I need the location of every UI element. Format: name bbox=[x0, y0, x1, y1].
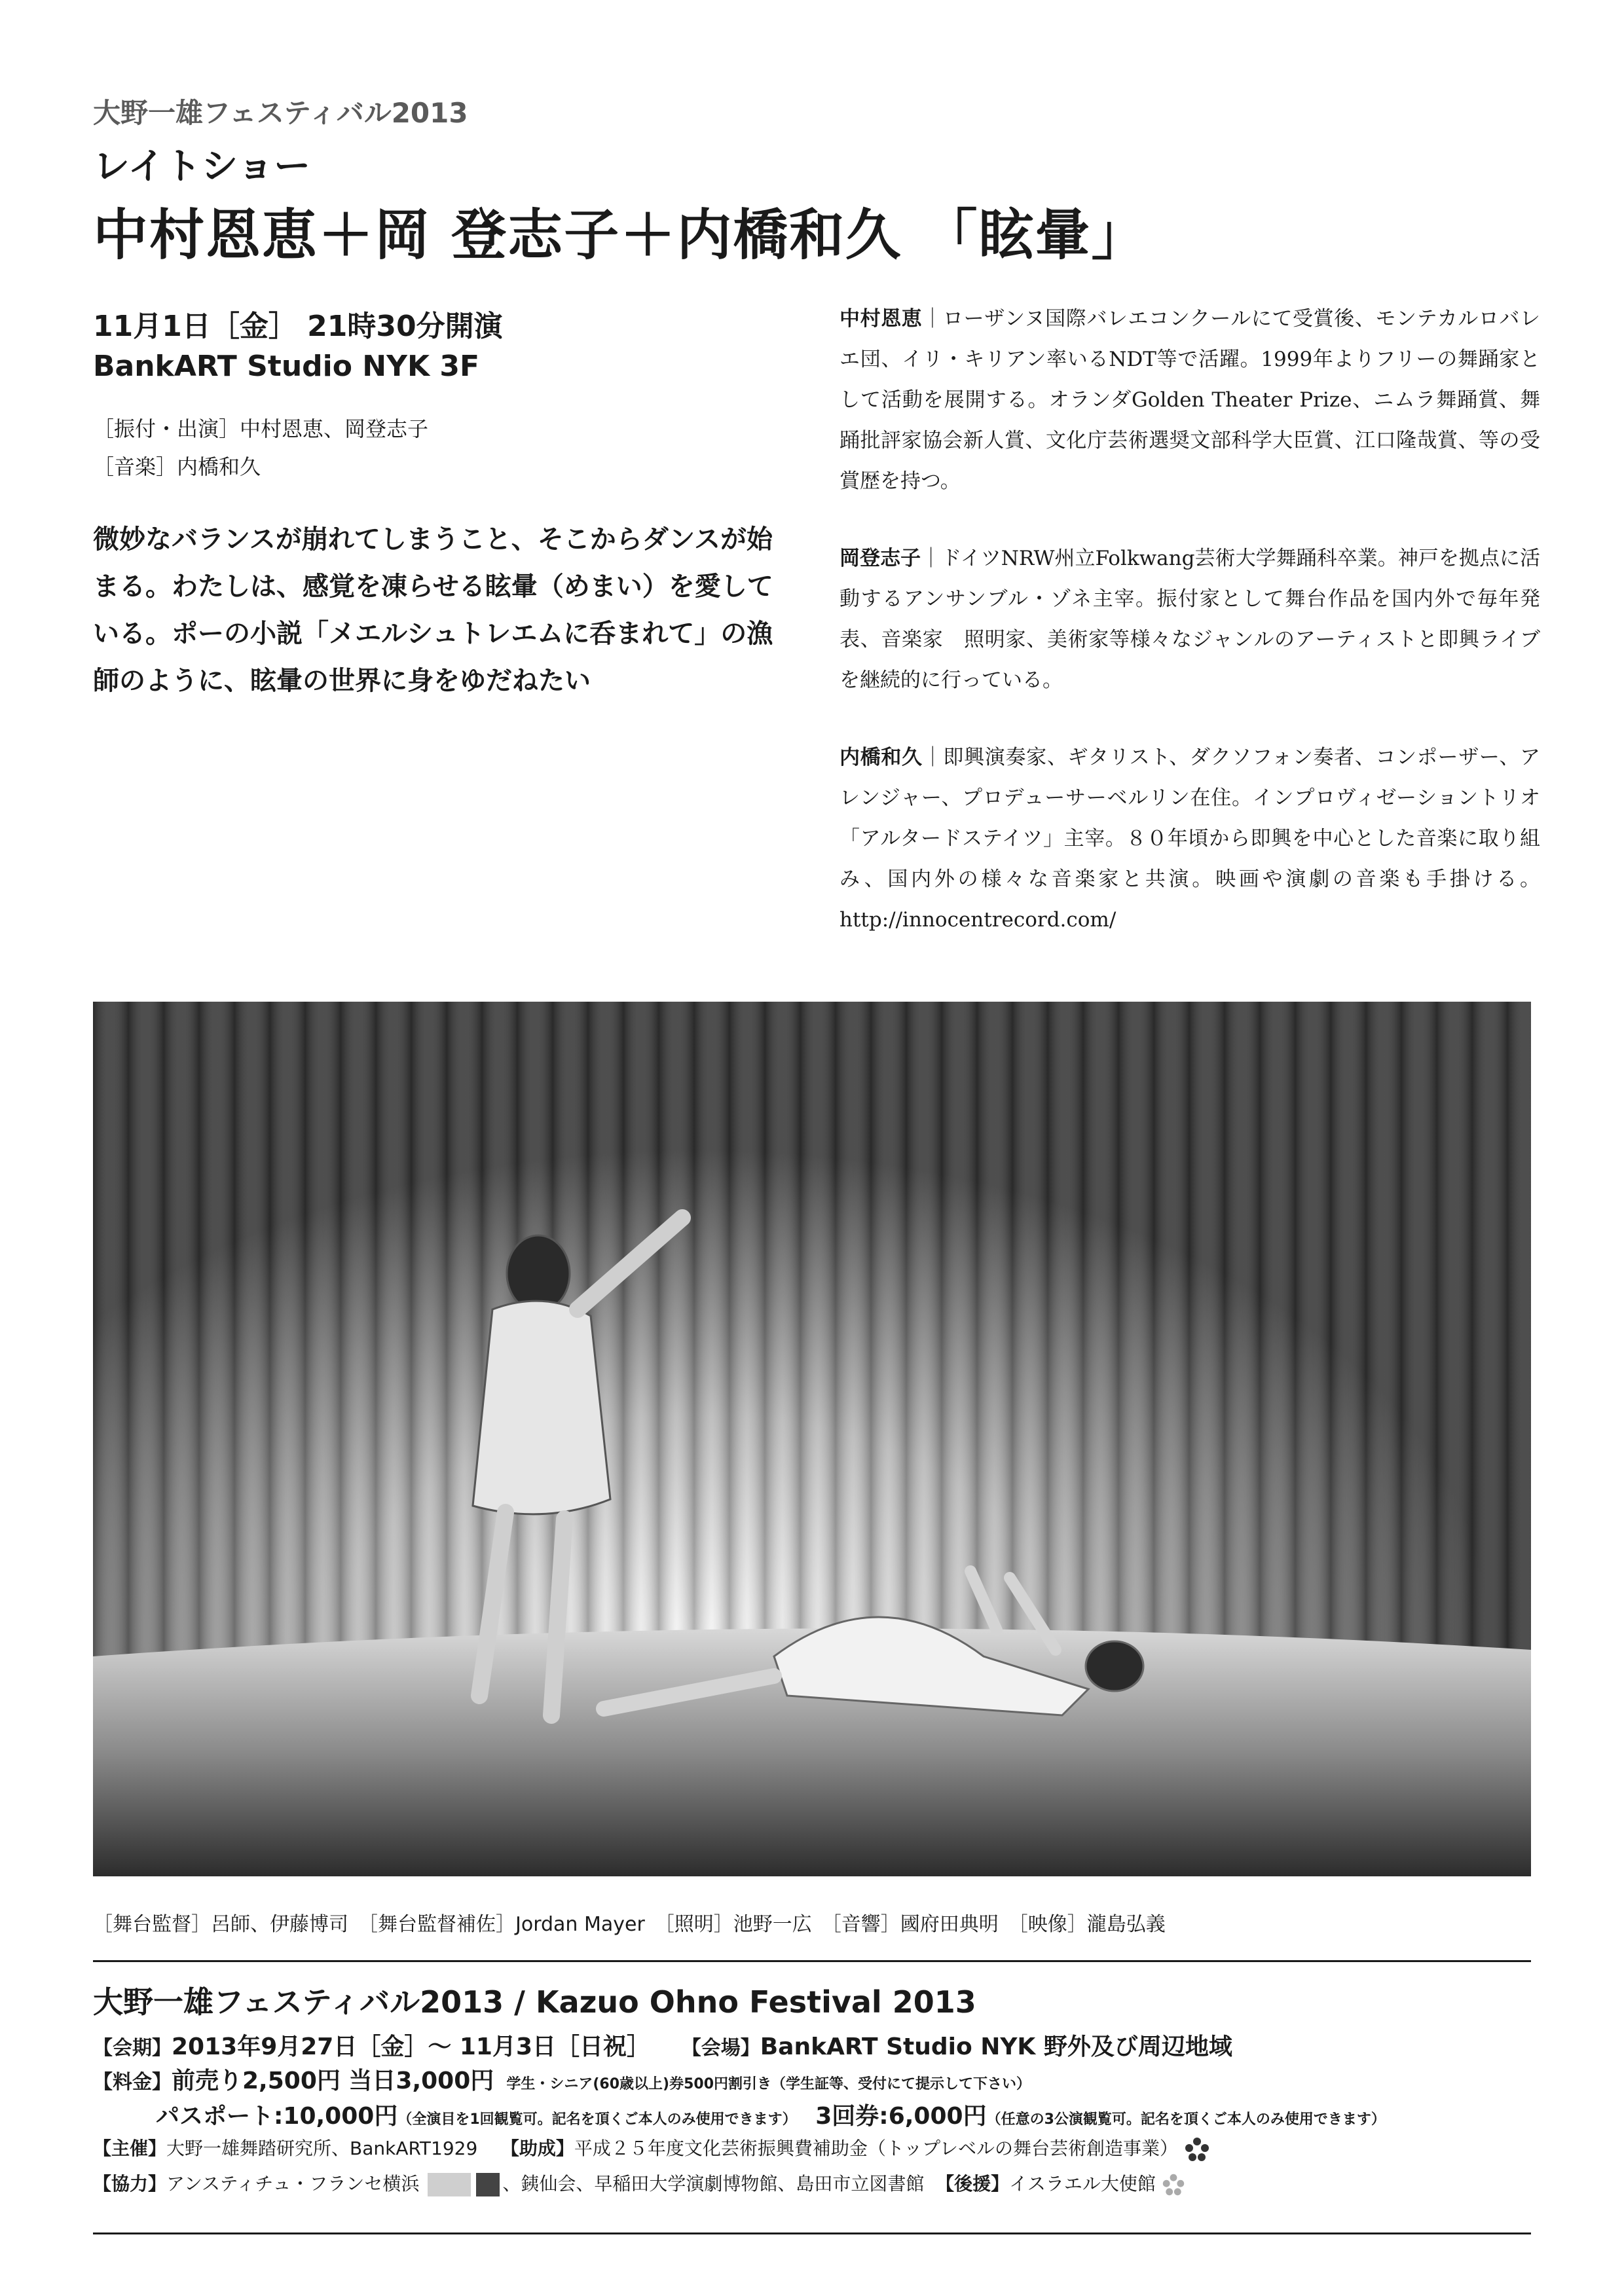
three-ticket-note: （任意の3公演観覧可。記名を頂くご本人のみ使用できます） bbox=[986, 2111, 1386, 2128]
stage-photo-illustration bbox=[93, 1002, 1531, 1876]
bio-separator: ｜ bbox=[922, 307, 943, 331]
performance-title: 中村恩恵＋岡 登志子＋内橋和久 「眩暈」 bbox=[93, 203, 1148, 267]
event-datetime: 11月1日［金］ 21時30分開演 bbox=[93, 310, 503, 343]
cooperation-value-2: 、銕仙会、早稲田大学演劇博物館、島田市立図書館 bbox=[502, 2173, 925, 2195]
festival-info-title: 大野一雄フェスティバル2013 / Kazuo Ohno Festival 2013 bbox=[93, 1984, 976, 2020]
agency-logo-icon bbox=[1184, 2136, 1210, 2162]
bio-separator: ｜ bbox=[922, 746, 944, 769]
cooperation-label: 【協力】 bbox=[93, 2173, 167, 2195]
passport-note: （全演目を1回観覧可。記名を頂くご本人のみ使用できます） bbox=[397, 2111, 797, 2128]
credit-choreography: ［振付・出演］中村恩恵、岡登志子 bbox=[93, 416, 429, 441]
price-label: 【料金】 bbox=[93, 2071, 172, 2094]
bio-text: 即興演奏家、ギタリスト、ダクソフォン奏者、コンポーザー、アレンジャー、プロデューサーベルリン在住。インプロヴィゼーショントリオ「アルタードステイツ」主宰。８０年頃から即興を中心とした音楽に取り組み、国内外の様々な音楽家と共演。映画や演劇の音楽も手掛ける。http://innocentrecord.com/ bbox=[840, 746, 1540, 932]
bio-separator: ｜ bbox=[921, 547, 942, 570]
bio-name: 中村恩恵 bbox=[840, 307, 923, 331]
embassy-emblem-icon bbox=[1162, 2173, 1185, 2196]
divider-bottom bbox=[93, 2232, 1531, 2234]
festival-price-row bbox=[93, 2062, 1031, 2096]
venue-value: BankART Studio NYK 野外及び周辺地域 bbox=[760, 2033, 1232, 2060]
festival-period-row bbox=[93, 2028, 1232, 2062]
bio-oka bbox=[840, 538, 1540, 701]
credit-music: ［音楽］内橋和久 bbox=[93, 454, 261, 479]
event-venue: BankART Studio NYK 3F bbox=[93, 350, 480, 383]
venue-label: 【会場】 bbox=[681, 2037, 760, 2060]
performance-photo bbox=[93, 1002, 1531, 1876]
price-note: 学生・シニア(60歳以上)券500円割引き（学生証等、受付にて提示して下さい） bbox=[506, 2076, 1031, 2092]
three-ticket-price: 3回券:6,000円 bbox=[815, 2103, 987, 2130]
bio-nakamura bbox=[840, 299, 1540, 501]
cooperation-value-1: アンスティチュ・フランセ横浜 bbox=[166, 2173, 420, 2195]
divider-top bbox=[93, 1960, 1531, 1962]
festival-cooperation-row bbox=[93, 2170, 1185, 2196]
bio-text: ドイツNRW州立Folkwang芸術大学舞踊科卒業。神戸を拠点に活動するアンサンブル・ゾネ主宰。振付家として舞台作品を国内外で毎年発表、音楽家 照明家、美術家等様々なジャンルのアーティストと即興ライブを継続的に行っている。 bbox=[840, 547, 1541, 692]
festival-passport-row bbox=[156, 2098, 1386, 2131]
organizer-label: 【主催】 bbox=[93, 2138, 167, 2159]
concept-text: 微妙なバランスが崩れてしまうこと、そこからダンスが始まる。わたしは、感覚を凍らせる眩暈（めまい）を愛している。ポーの小説「メエルシュトレエムに呑まれて」の漁師のように、眩暈の世界に身をゆだねたい bbox=[93, 524, 773, 696]
period-value: 2013年9月27日［金］〜 11月3日［日祝］ bbox=[172, 2033, 651, 2060]
grant-label: 【助成】 bbox=[500, 2138, 574, 2159]
bio-uchihashi bbox=[840, 737, 1540, 940]
staff-credits: ［舞台監督］呂師、伊藤博司 ［舞台監督補佐］Jordan Mayer ［照明］池野一広 ［音響］國府田典明 ［映像］瀧島弘義 bbox=[93, 1913, 1166, 1936]
program-subtitle: レイトショー bbox=[93, 145, 311, 188]
institut-francais-logo-icon bbox=[428, 2173, 471, 2196]
grant-value: 平成２５年度文化芸術振興費補助金（トップレベルの舞台芸術創造事業） bbox=[574, 2138, 1178, 2159]
bio-name: 岡登志子 bbox=[840, 547, 921, 570]
festival-name: 大野一雄フェスティバル2013 bbox=[93, 97, 468, 129]
period-label: 【会期】 bbox=[93, 2037, 172, 2060]
bio-name: 内橋和久 bbox=[840, 746, 923, 769]
bio-text: ローザンヌ国際バレエコンクールにて受賞後、モンテカルロバレエ団、イリ・キリアン率いるNDT等で活躍。1999年よりフリーの舞踊家として活動を展開する。オランダGolden Theater Prize、ニムラ舞踊賞、舞踊批評家協会新人賞、文化庁芸術選奨文部科学大臣賞、江口隆哉賞、等の受賞歴を持つ。 bbox=[840, 307, 1541, 493]
partner-logo-icon bbox=[476, 2173, 500, 2196]
festival-organizer-row bbox=[93, 2134, 1210, 2162]
passport-price: パスポート:10,000円 bbox=[156, 2103, 398, 2130]
price-value: 前売り2,500円 当日3,000円 bbox=[172, 2068, 494, 2094]
organizer-value: 大野一雄舞踏研究所、BankART1929 bbox=[166, 2138, 478, 2159]
support-value: イスラエル大使館 bbox=[1009, 2173, 1156, 2195]
support-label: 【後援】 bbox=[936, 2173, 1010, 2195]
